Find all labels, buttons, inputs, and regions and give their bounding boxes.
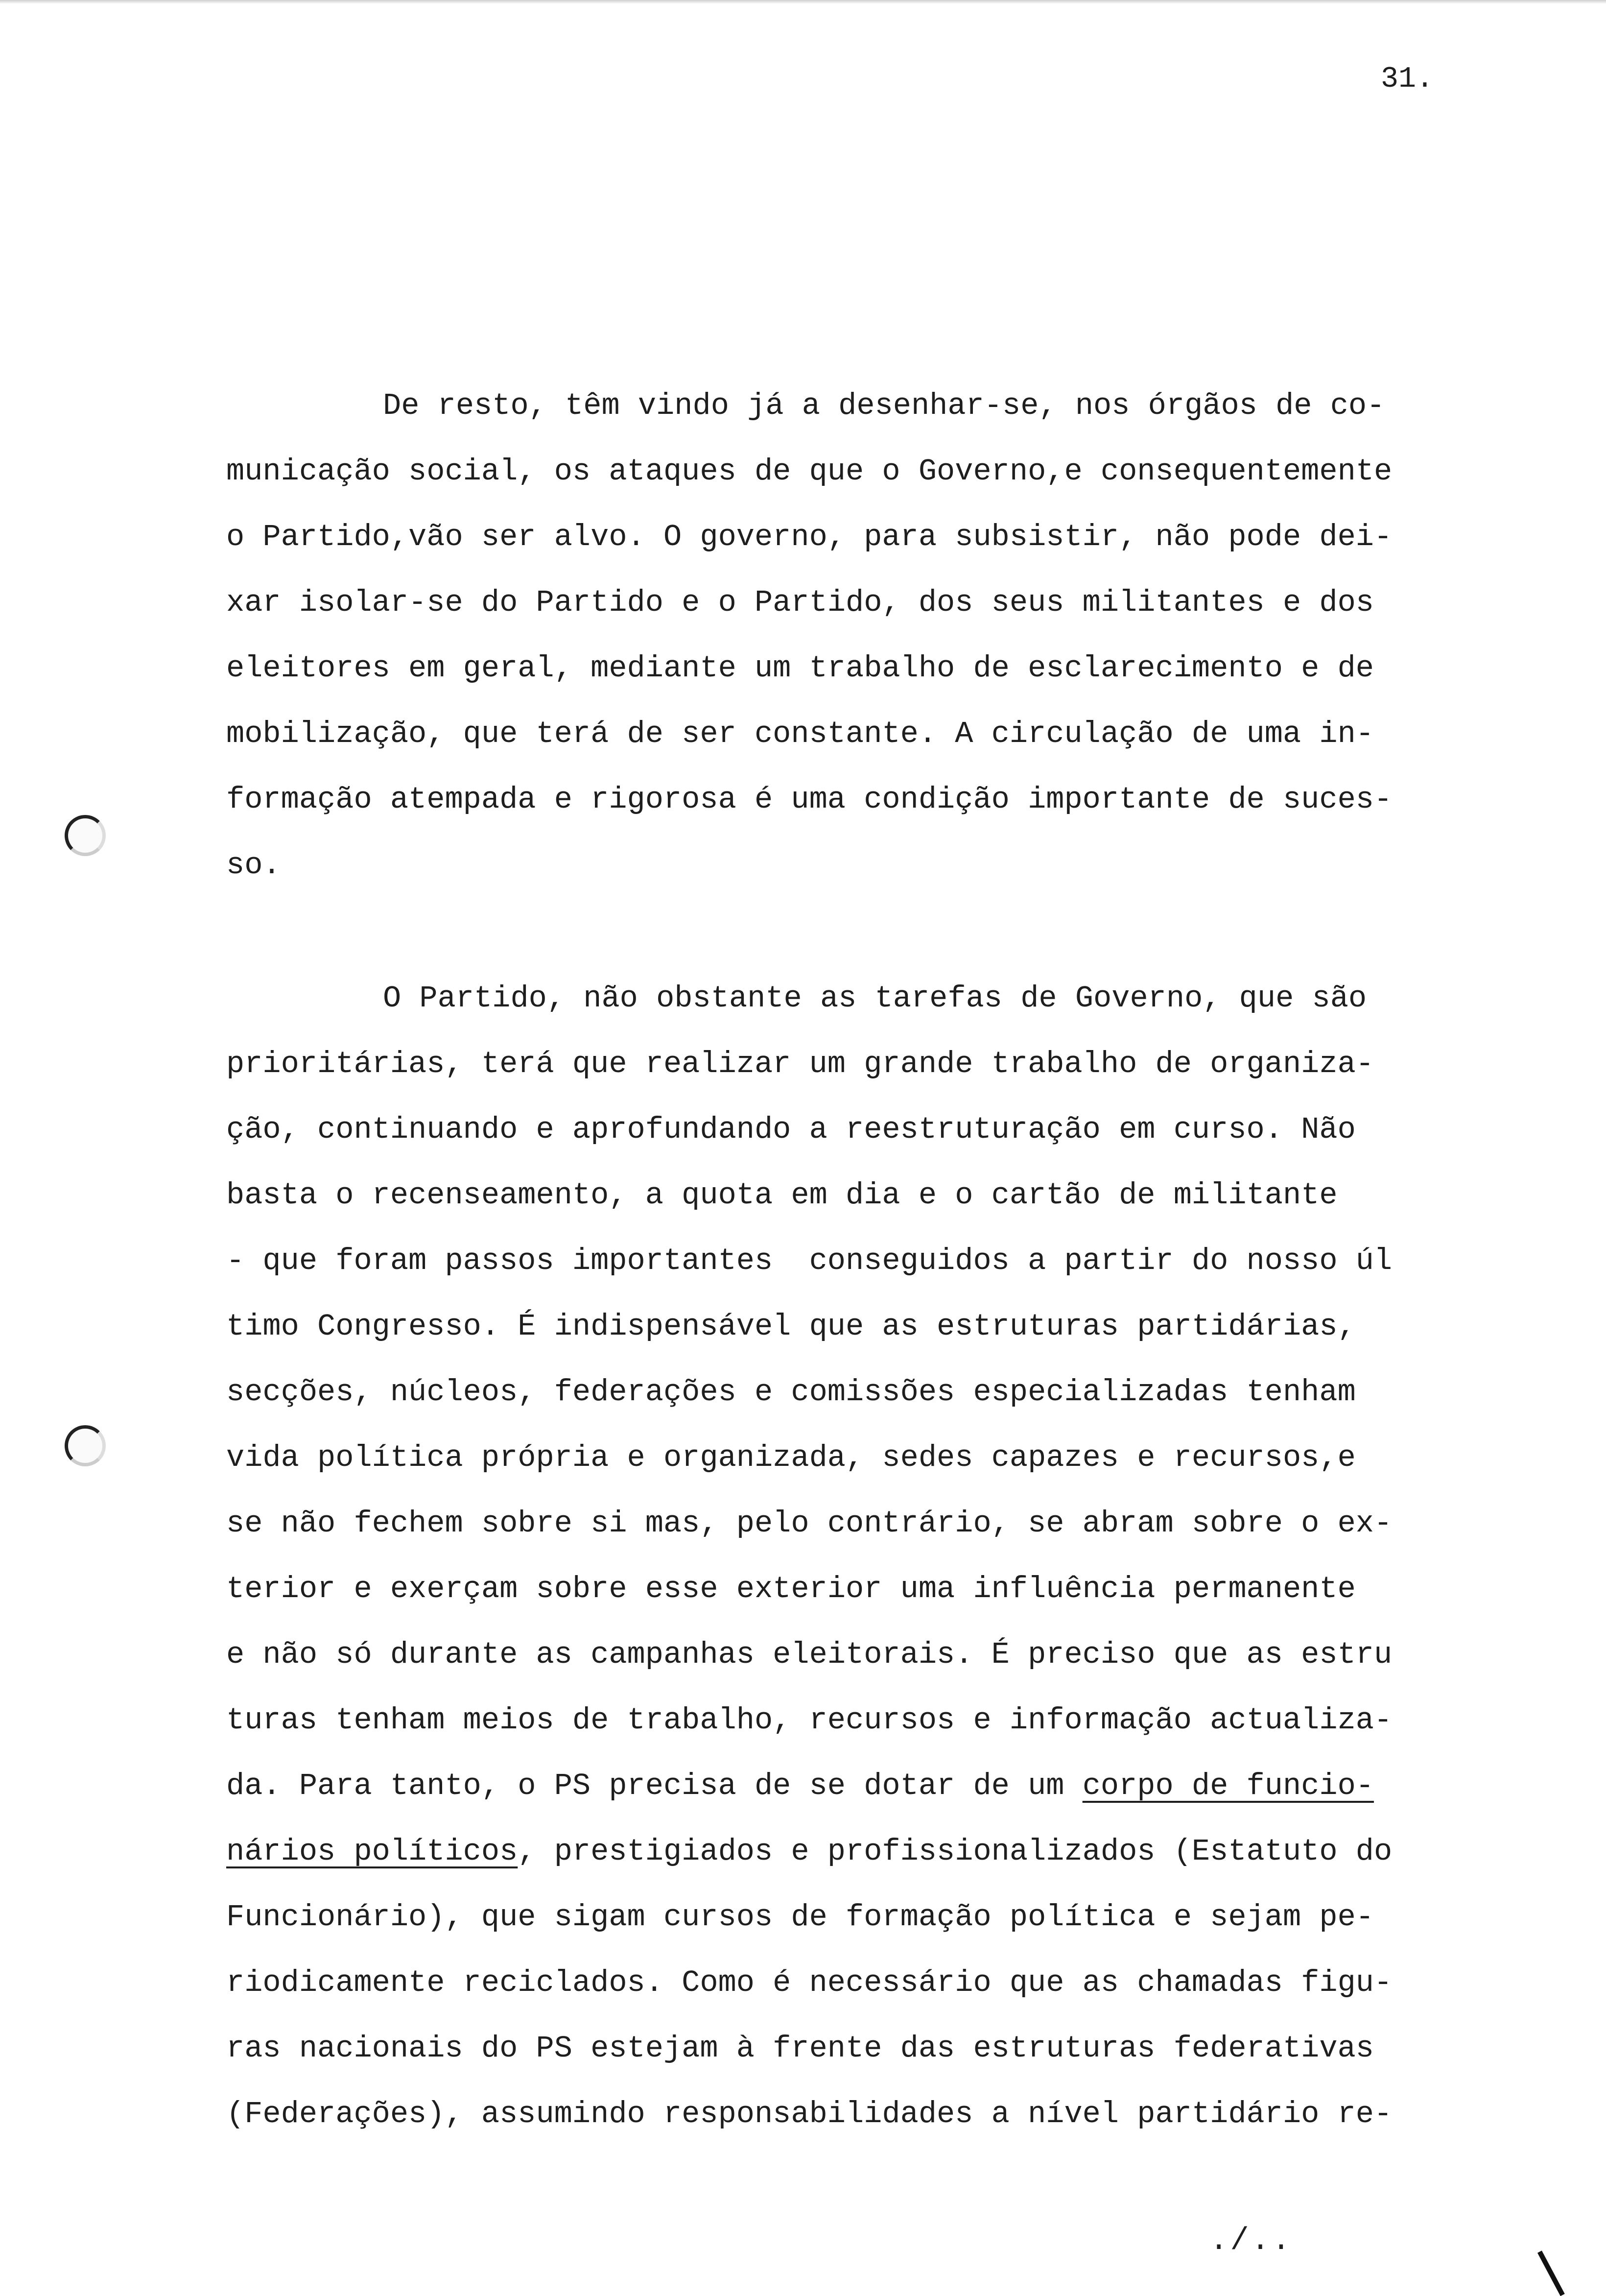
- underlined-phrase: nários políticos: [226, 1834, 518, 1869]
- text-line: De resto, têm vindo já a desenhar-se, nos órgãos de co-: [383, 388, 1385, 423]
- scan-top-edge: [0, 0, 1606, 4]
- text-line: timo Congresso. É indispensável que as estruturas partidárias,: [226, 1309, 1356, 1344]
- text-line: basta o recenseamento, a quota em dia e o cartão de militante: [226, 1178, 1338, 1213]
- text-line: o Partido,vão ser alvo. O governo, para subsistir, não pode dei-: [226, 520, 1393, 554]
- text-segment: da. Para tanto, o PS precisa de se dotar de um: [226, 1769, 1083, 1803]
- punch-hole-icon: [65, 1425, 106, 1466]
- text-line: formação atempada e rigorosa é uma condição importante de suces-: [226, 782, 1393, 817]
- text-line: riodicamente reciclados. Como é necessário que as chamadas figu-: [226, 1965, 1393, 2000]
- text-line: mobilização, que terá de ser constante. A circulação de uma in-: [226, 717, 1374, 751]
- text-line: so.: [226, 848, 281, 883]
- page-number: 31.: [1381, 63, 1434, 96]
- text-line: O Partido, não obstante as tarefas de Governo, que são: [383, 981, 1367, 1016]
- text-line: prioritárias, terá que realizar um grande trabalho de organiza-: [226, 1047, 1374, 1081]
- scan-artifact: [1537, 2250, 1565, 2296]
- text-line: [226, 1835, 1392, 1869]
- text-line: xar isolar-se do Partido e o Partido, dos seus militantes e dos: [226, 585, 1374, 620]
- text-segment: , prestigiados e profissionalizados (Estatuto do: [518, 1834, 1393, 1869]
- text-line: ção, continuando e aprofundando a reestruturação em curso. Não: [226, 1112, 1356, 1147]
- text-line: e não só durante as campanhas eleitorais. É preciso que as estru: [226, 1637, 1393, 1672]
- text-line: vida política própria e organizada, sedes capazes e recursos,e: [226, 1440, 1356, 1475]
- text-line: eleitores em geral, mediante um trabalho de esclarecimento e de: [226, 651, 1374, 686]
- text-line: secções, núcleos, federações e comissões especializadas tenham: [226, 1375, 1356, 1410]
- text-line: (Federações), assumindo responsabilidades a nível partidário re-: [226, 2097, 1393, 2131]
- text-line: terior e exerçam sobre esse exterior uma influência permanente: [226, 1572, 1356, 1606]
- text-line: [226, 1769, 1374, 1803]
- text-line: - que foram passos importantes conseguidos a partir do nosso úl: [226, 1244, 1393, 1278]
- continuation-mark: ./..: [1209, 2224, 1293, 2259]
- text-line: se não fechem sobre si mas, pelo contrário, se abram sobre o ex-: [226, 1506, 1393, 1541]
- text-line: ras nacionais do PS estejam à frente das estruturas federativas: [226, 2031, 1374, 2066]
- text-line: turas tenham meios de trabalho, recursos e informação actualiza-: [226, 1703, 1393, 1738]
- text-line: municação social, os ataques de que o Governo,e consequentemente: [226, 454, 1393, 489]
- punch-hole-icon: [65, 815, 106, 856]
- text-line: Funcionário), que sigam cursos de formação política e sejam pe-: [226, 1900, 1374, 1935]
- underlined-phrase: corpo de funcio-: [1082, 1769, 1374, 1803]
